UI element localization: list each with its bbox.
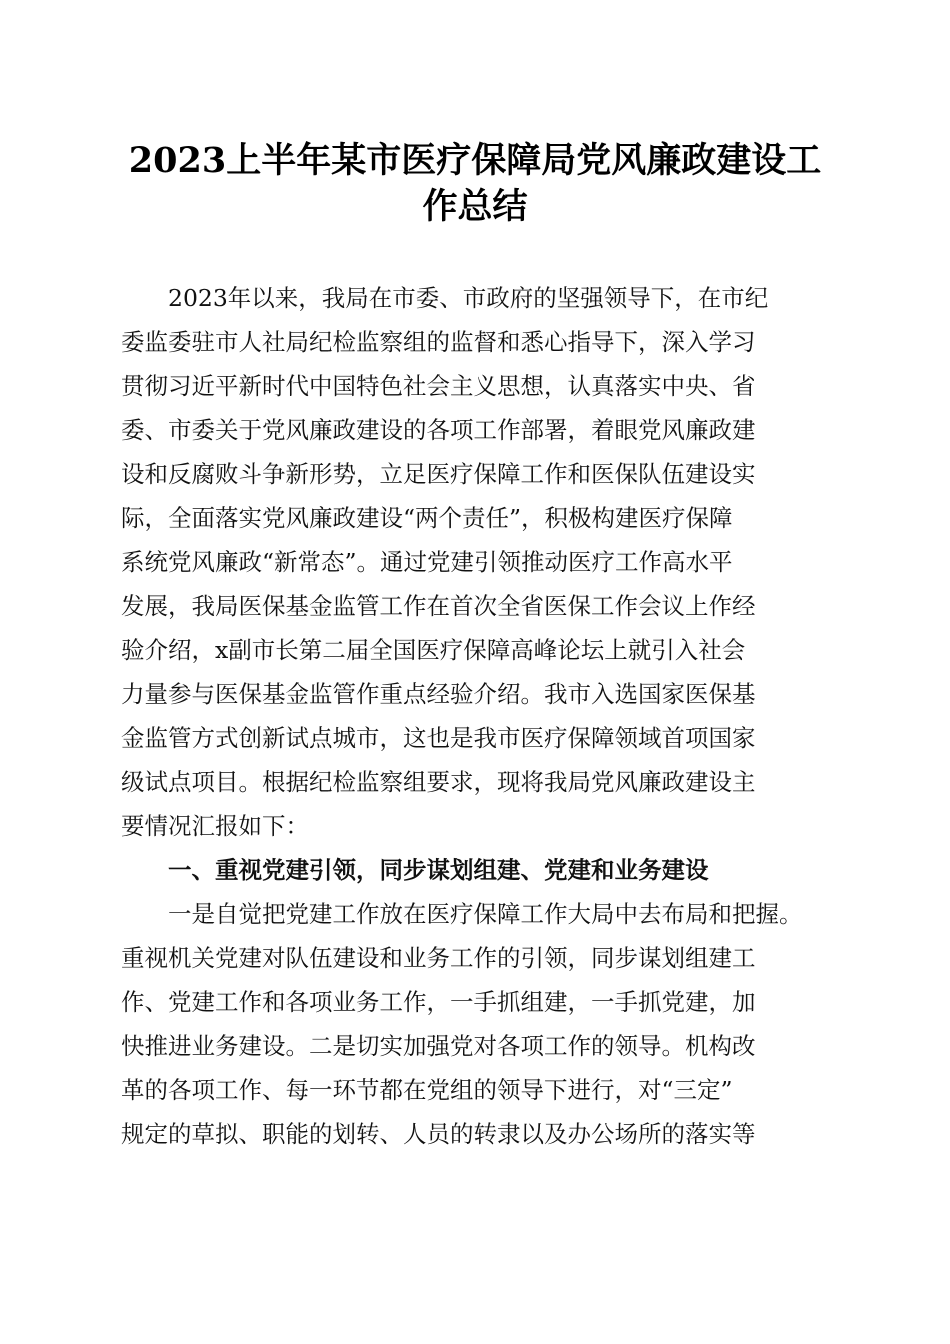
- section-line: 革的各项工作、每一环节都在党组的领导下进行，对“三定”: [121, 1076, 733, 1104]
- document-title-line-1: 2023上半年某市医疗保障局党风廉政建设工: [128, 140, 822, 181]
- section-line: 快推进业务建设。二是切实加强党对各项工作的领导。机构改: [121, 1032, 756, 1060]
- body-line: 委监委驻市人社局纪检监察组的监督和悉心指导下，深入学习: [121, 328, 756, 356]
- body-line: 金监管方式创新试点城市，这也是我市医疗保障领域首项国家: [121, 724, 756, 752]
- body-line: 系统党风廉政“新常态”。通过党建引领推动医疗工作高水平: [121, 548, 733, 576]
- body-line: 要情况汇报如下：: [121, 812, 309, 840]
- section-line: 作、党建工作和各项业务工作，一手抓组建，一手抓党建，加: [121, 988, 756, 1016]
- body-line: 委、市委关于党风廉政建设的各项工作部署，着眼党风廉政建: [121, 416, 756, 444]
- document-title-line-2: 作总结: [422, 186, 528, 227]
- body-line: 验介绍，x副市长第二届全国医疗保障高峰论坛上就引入社会: [121, 636, 746, 664]
- section-line: 重视机关党建对队伍建设和业务工作的引领，同步谋划组建工: [121, 944, 756, 972]
- body-line: 设和反腐败斗争新形势，立足医疗保障工作和医保队伍建设实: [121, 460, 756, 488]
- section-line: 规定的草拟、职能的划转、人员的转隶以及办公场所的落实等: [121, 1120, 756, 1148]
- body-line: 贯彻习近平新时代中国特色社会主义思想，认真落实中央、省: [121, 372, 756, 400]
- body-line: 际，全面落实党风廉政建设“两个责任”，积极构建医疗保障: [121, 504, 733, 532]
- body-line: 力量参与医保基金监管作重点经验介绍。我市入选国家医保基: [121, 680, 756, 708]
- section-heading: 一、重视党建引领，同步谋划组建、党建和业务建设: [121, 856, 709, 884]
- body-line: 级试点项目。根据纪检监察组要求，现将我局党风廉政建设主: [121, 768, 756, 796]
- section-line: 一是自觉把党建工作放在医疗保障工作大局中去布局和把握。: [121, 900, 803, 928]
- body-line: 2023年以来，我局在市委、市政府的坚强领导下，在市纪: [121, 284, 769, 312]
- body-line: 发展，我局医保基金监管工作在首次全省医保工作会议上作经: [121, 592, 756, 620]
